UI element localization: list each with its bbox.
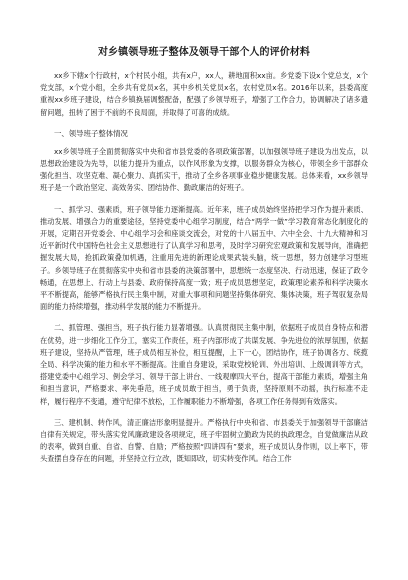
team-paragraph: 二、抓管理、强担当，班子执行能力显著增强。认真贯彻民主集中制，依据班子成员自身特点和潜在优势，进一步细化工作分工，塞实工作责任，班子内部形成了共谋发展、争先进位的浓厚氛围，依据班子建设，坚持从严管理，班子成员相互补位，相互提醒，上下一心，团结协作，班子协调各方、统揽全局、科学决策的能力和水平不断提高。注重自身建设，采取党校轮训、外出培训、上级调训等方式，搭建党委中心组学习、例会学习、领导干部上讲台、一线观摩四大平台，提高干部能力素质，增强主角和担当意识，严格要求、率先垂范，班子成员敢于担当，勇于负责，坚持原则不动摇，执行标准不走样，履行程序不变通，遵守纪律不放松，工作履职能力不断增强，各项工作任务得到有效落实。 [40,323,368,406]
document-title: 对乡镇领导班子整体及领导干部个人的评价材料 [97,47,311,58]
study-paragraph: 一、抓学习、强素质，班子领导能力逐渐提高。近年来，班子成员始终坚持把学习作为提升素质、推动发展、增强合力的重要途径，坚持党委中心组学习制度，结合“两学一做”学习教育常态化制度化的开展，定期召开党委会、中心组学习会和座谈交流会，对党的十八届五中、六中全会、十九大精神和习近平新时代中国特色社会主义思想进行了认真学习和思考，及时学习研究宏观政策和发展导向，准确把握发展大局，抢抓政策叠加机遇，注重用先进的新理论成果武装头脑，统一思想，努力创建学习型班子。乡领导班子在贯彻落实中央和省市县委的决策部署中，思想统一态度坚决、行动迅速，保证了政令畅通，在思想上、行动上与县委、政府保持高度一致；班子成员思想坚定，政策理论素养和科学决策水平不断提高，能够严格执行民主集中制，对重大事项和问题坚持集体研究、集体决策，班子驾驭复杂局面的能力持续增强，推动科学发展的能力不断提升。 [40,204,368,312]
section-heading: 一、领导班子整体情况 [54,128,128,138]
section-paragraph: xx乡领导班子全面贯彻落实中央和省市县党委的各项政策部署，以加强领导班子建设为出发点，以思想政治建设为先导，以能力提升为重点，以作风形象为支撑，以服务群众为核心，带领全乡干部群众强化担当、攻坚克难、凝心聚力、真抓实干，推动了全乡各项事业稳步健康发展。总体来看，xx乡领导班子是一个政治坚定、高效务实、团结协作、勤政廉洁的好班子。 [40,146,368,193]
intro-paragraph: xx乡下辖x个行政村，x个村民小组，共有x户，xx人，耕地面积xx亩。乡党委下设x个党总支，x个党支部，x个党小组，全乡共有党员x名，其中乡机关党员x名，农村党员x名。2016年以来，县委高度重视xx乡班子建设，结合乡镇换届调整配备，配强了乡领导班子，增强了工作合力，协调解决了诸多遗留问题，扭转了困于不前的不良局面，并取得了可喜的成绩。 [40,71,368,117]
style-paragraph: 三、建机制、转作风，清正廉洁形象明显提升。严格执行中央和省、市县委关于加强领导干部廉洁自律有关规定，带头落实党风廉政建设各项规定，班子牢固树立勤政为民的执政理念，自觉做廉洁从政的表率，做到自重、自省、自警、自励；严格按照“四讲四有”要求，班子成员认身作则，以上率下，带头查摆自身存在的问题，并坚持立行立改，既知即改，切实转变作风。结合工作 [40,417,368,464]
